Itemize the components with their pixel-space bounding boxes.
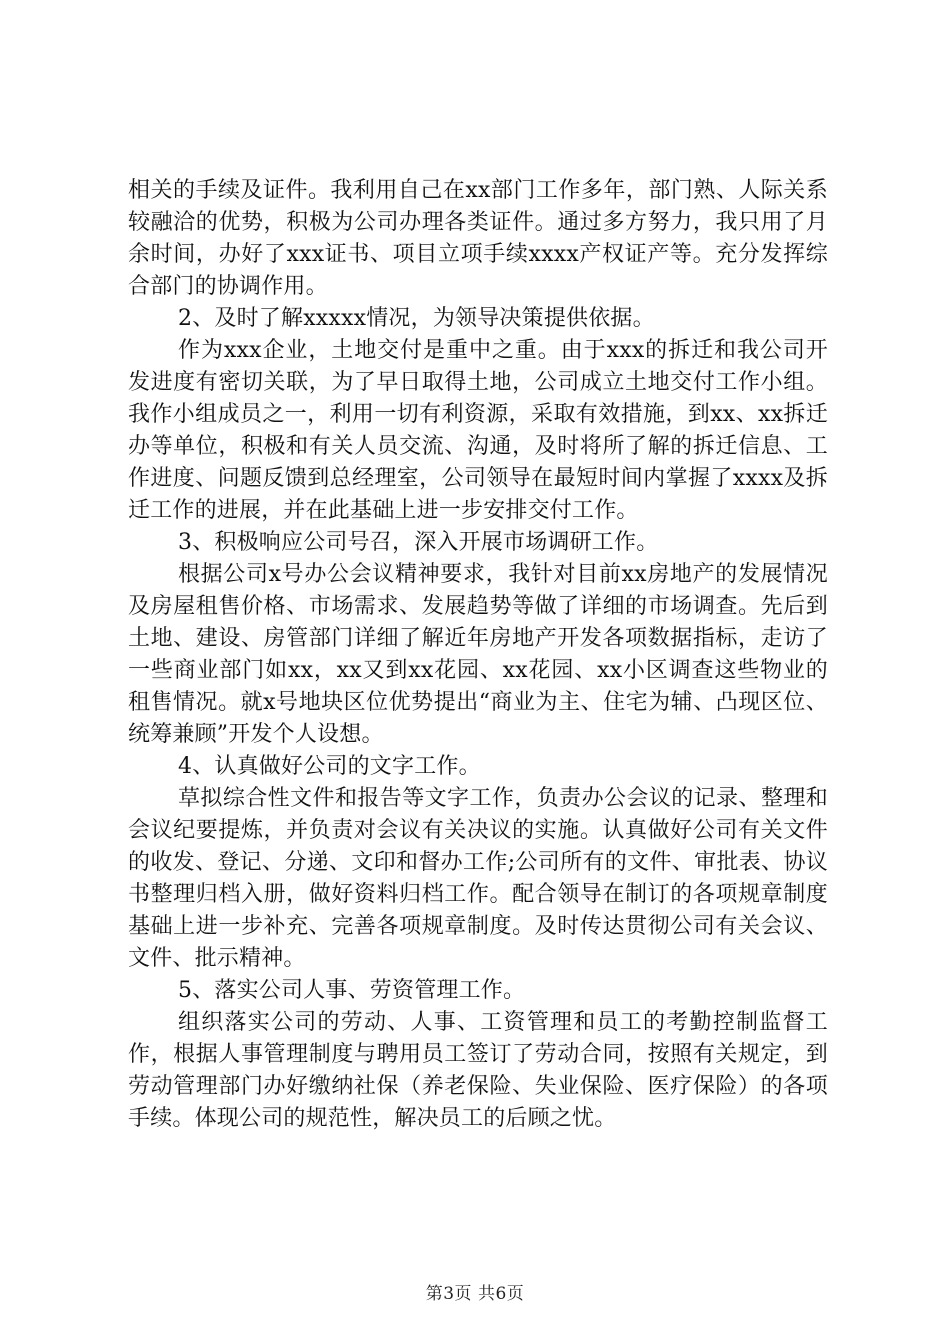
section-heading-5: 5、落实公司人事、劳资管理工作。 (178, 978, 526, 1003)
section-heading-4: 4、认真做好公司的文字工作。 (178, 754, 481, 779)
paragraph-continuation: 相关的手续及证件。我利用自己在xx部门工作多年，部门熟、人际关系较融洽的优势，积极为公司办理各类证件。通过多方努力，我只用了月余时间，办好了xxx证书、项目立项手续xxxx产权证产等。充分发挥综合部门的协调作用。 (128, 178, 828, 299)
paragraph-land-delivery: 作为xxx企业，土地交付是重中之重。由于xxx的拆迁和我公司开发进度有密切关联，为了早日取得土地，公司成立土地交付工作小组。我作小组成员之一，利用一切有利资源，采取有效措施，到xx、xx拆迁办等单位，积极和有关人员交流、沟通，及时将所了解的拆迁信息、工作进度、问题反馈到总经理室，公司领导在最短时间内掌握了xxxx及拆迁工作的进展，并在此基础上进一步安排交付工作。 (128, 338, 828, 523)
paragraph-writing-work: 草拟综合性文件和报告等文字工作，负责办公会议的记录、整理和会议纪要提炼，并负责对会议有关决议的实施。认真做好公司有关文件的收发、登记、分递、文印和督办工作;公司所有的文件、审批表、协议书整理归档入册，做好资料归档工作。配合领导在制订的各项规章制度基础上进一步补充、完善各项规章制度。及时传达贯彻公司有关会议、文件、批示精神。 (128, 786, 828, 971)
document-body (128, 175, 828, 1135)
paragraph-hr-management: 组织落实公司的劳动、人事、工资管理和员工的考勤控制监督工作，根据人事管理制度与聘用员工签订了劳动合同，按照有关规定，到劳动管理部门办好缴纳社保（养老保险、失业保险、医疗保险）的各项手续。体现公司的规范性，解决员工的后顾之忧。 (128, 1010, 828, 1131)
paragraph-market-research: 根据公司x号办公会议精神要求，我针对目前xx房地产的发展情况及房屋租售价格、市场需求、发展趋势等做了详细的市场调查。先后到土地、建设、房管部门详细了解近年房地产开发各项数据指标，走访了一些商业部门如xx，xx又到xx花园、xx花园、xx小区调查这些物业的租售情况。就x号地块区位优势提出“商业为主、住宅为辅、凸现区位、统筹兼顾”开发个人设想。 (128, 562, 828, 747)
section-heading-2: 2、及时了解xxxxx情况，为领导决策提供依据。 (178, 306, 655, 331)
section-heading-3: 3、积极响应公司号召，深入开展市场调研工作。 (178, 530, 659, 555)
page-number-footer: 第3页 共6页 (425, 1284, 525, 1304)
